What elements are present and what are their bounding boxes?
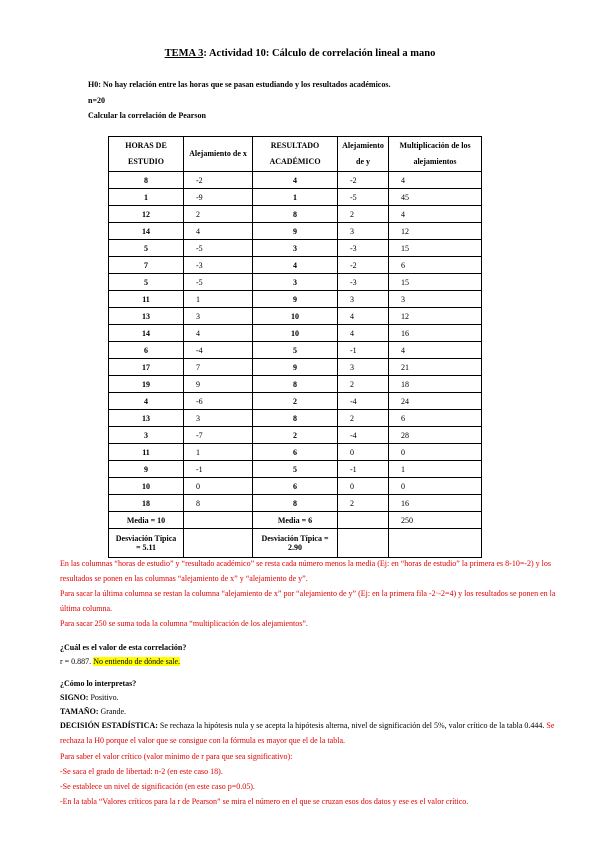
product-cell: 1: [389, 461, 482, 478]
hours-cell: 7: [109, 257, 184, 274]
dev-x-cell: 3: [184, 410, 253, 427]
table-row: [109, 359, 482, 376]
header-alej-x: Alejamiento de x: [184, 137, 253, 172]
table-row: [109, 206, 482, 223]
hours-cell: 14: [109, 223, 184, 240]
dev-x-cell: 3: [184, 308, 253, 325]
hours-cell: 19: [109, 376, 184, 393]
dev-x-cell: -1: [184, 461, 253, 478]
product-cell: 12: [389, 223, 482, 240]
product-cell: 21: [389, 359, 482, 376]
product-cell: 0: [389, 478, 482, 495]
header-mult: Multiplicación de los alejamientos: [389, 137, 482, 172]
result-cell: 10: [253, 325, 338, 342]
hours-cell: 5: [109, 240, 184, 257]
dev-x-cell: -7: [184, 427, 253, 444]
dev-y-cell: 2: [338, 206, 389, 223]
question-2: ¿Cómo lo interpretas?: [60, 679, 137, 688]
critical-step-3: -En la tabla “Valores críticos para la r de Pearson” se mira el número en el que se cruzan esos dos datos y ese es el valor crítico.: [60, 797, 469, 806]
result-cell: 5: [253, 461, 338, 478]
product-cell: 6: [389, 410, 482, 427]
critical-step-2: -Se establece un nivel de significación (en este caso p=0.05).: [60, 782, 255, 791]
title-tema: TEMA 3: [164, 48, 204, 59]
product-cell: 45: [389, 189, 482, 206]
mean-x: Media = 10: [109, 512, 184, 529]
dev-y-cell: 2: [338, 495, 389, 512]
dev-y-cell: 4: [338, 325, 389, 342]
mean-y: Media = 6: [253, 512, 338, 529]
explanation-note-1: En las columnas “horas de estudio” y “resultado académico” se resta cada número menos la media (Ej: en “horas de estudio” la primera es 8-10=-2) y los resultados se ponen en las columnas “alejamiento de x” y “alejamiento de y”.: [60, 559, 551, 583]
result-cell: 1: [253, 189, 338, 206]
page-title: [0, 48, 600, 59]
r-value: r = 0.887.: [60, 657, 92, 666]
result-cell: 8: [253, 206, 338, 223]
dev-y-cell: 3: [338, 359, 389, 376]
dev-x-cell: 7: [184, 359, 253, 376]
sum-products: 250: [389, 512, 482, 529]
table-row: [109, 172, 482, 189]
result-cell: 3: [253, 274, 338, 291]
table-row: [109, 308, 482, 325]
critical-step-1: -Se saca el grado de libertad: n-2 (en este caso 18).: [60, 767, 223, 776]
hours-cell: 1: [109, 189, 184, 206]
product-cell: 15: [389, 240, 482, 257]
product-cell: 24: [389, 393, 482, 410]
product-cell: 4: [389, 172, 482, 189]
hours-cell: 13: [109, 308, 184, 325]
dev-y-cell: -4: [338, 393, 389, 410]
table-row: [109, 495, 482, 512]
hours-cell: 10: [109, 478, 184, 495]
sign-label: SIGNO:: [60, 693, 89, 702]
table-row: [109, 478, 482, 495]
critical-value-intro: Para saber el valor crítico (valor mínimo de r para que sea significativo):: [60, 752, 293, 761]
dev-x-cell: -2: [184, 172, 253, 189]
table-body: [109, 172, 482, 512]
size-label: TAMAÑO:: [60, 707, 99, 716]
dev-y-cell: -5: [338, 189, 389, 206]
stddev-y: Desviación Típica = 2.90: [253, 529, 338, 558]
product-cell: 16: [389, 325, 482, 342]
dev-x-cell: 4: [184, 223, 253, 240]
dev-x-cell: -9: [184, 189, 253, 206]
dev-y-cell: -4: [338, 427, 389, 444]
result-cell: 6: [253, 478, 338, 495]
table-row: [109, 223, 482, 240]
dev-y-cell: -1: [338, 461, 389, 478]
dev-x-cell: -6: [184, 393, 253, 410]
product-cell: 3: [389, 291, 482, 308]
table-header-row: [109, 137, 482, 172]
decision-paragraph: [60, 718, 560, 748]
result-cell: 10: [253, 308, 338, 325]
decision-label: DECISIÓN ESTADÍSTICA:: [60, 721, 158, 730]
dev-y-cell: 2: [338, 376, 389, 393]
dev-y-cell: 4: [338, 308, 389, 325]
table-row: [109, 410, 482, 427]
hours-cell: 14: [109, 325, 184, 342]
mean-row: [109, 512, 482, 529]
dev-x-cell: 1: [184, 291, 253, 308]
decision-red-note: Se rechaza la H0 porque el valor que se consigue con la fórmula es mayor que el de la tabla.: [60, 721, 555, 745]
result-cell: 8: [253, 376, 338, 393]
result-cell: 3: [253, 240, 338, 257]
product-cell: 15: [389, 274, 482, 291]
correlation-table: [108, 136, 482, 558]
dev-x-cell: -3: [184, 257, 253, 274]
explanation-note-3: Para sacar 250 se suma toda la columna “multiplicación de los alejamientos”.: [60, 619, 308, 628]
title-text: : Actividad 10: Cálculo de correlación lineal a mano: [203, 48, 436, 59]
hours-cell: 4: [109, 393, 184, 410]
result-cell: 2: [253, 427, 338, 444]
sign-value: Positivo.: [88, 693, 119, 702]
table-row: [109, 189, 482, 206]
hours-cell: 9: [109, 461, 184, 478]
dev-x-cell: 9: [184, 376, 253, 393]
product-cell: 12: [389, 308, 482, 325]
sample-size: n=20: [88, 96, 106, 105]
result-cell: 2: [253, 393, 338, 410]
sign-line: [60, 690, 560, 705]
dev-y-cell: -1: [338, 342, 389, 359]
hours-cell: 6: [109, 342, 184, 359]
product-cell: 28: [389, 427, 482, 444]
r-answer: [60, 654, 560, 669]
dev-x-cell: -4: [184, 342, 253, 359]
dev-y-cell: -3: [338, 240, 389, 257]
dev-y-cell: 3: [338, 223, 389, 240]
dev-x-cell: 1: [184, 444, 253, 461]
hours-cell: 11: [109, 444, 184, 461]
dev-y-cell: 0: [338, 478, 389, 495]
dev-x-cell: 2: [184, 206, 253, 223]
hours-cell: 12: [109, 206, 184, 223]
stddev-x: Desviación Típica = 5.11: [109, 529, 184, 558]
question-1: ¿Cuál es el valor de esta correlación?: [60, 643, 187, 652]
table-row: [109, 444, 482, 461]
table-row: [109, 325, 482, 342]
table-row: [109, 291, 482, 308]
table-row: [109, 240, 482, 257]
decision-text: Se rechaza la hipótesis nula y se acepta la hipótesis alterna, nivel de significación del 5%, valor crítico de la tabla 0.444.: [157, 721, 545, 730]
result-cell: 9: [253, 223, 338, 240]
hours-cell: 11: [109, 291, 184, 308]
table-row: [109, 274, 482, 291]
hours-cell: 13: [109, 410, 184, 427]
product-cell: 4: [389, 206, 482, 223]
table-row: [109, 376, 482, 393]
result-cell: 6: [253, 444, 338, 461]
header-alej-y: Alejamiento de y: [338, 137, 389, 172]
result-cell: 8: [253, 495, 338, 512]
result-cell: 9: [253, 291, 338, 308]
dev-x-cell: -5: [184, 274, 253, 291]
dev-y-cell: -2: [338, 172, 389, 189]
product-cell: 0: [389, 444, 482, 461]
hours-cell: 3: [109, 427, 184, 444]
dev-y-cell: 3: [338, 291, 389, 308]
product-cell: 18: [389, 376, 482, 393]
size-line: [60, 704, 560, 719]
null-hypothesis: H0: No hay relación entre las horas que se pasan estudiando y los resultados académicos.: [88, 80, 391, 89]
explanation-note-2: Para sacar la última columna se restan la columna “alejamiento de x” por “alejamiento de y” (Ej: en la primera fila -2·-2=4) y los resultados se ponen en la última columna.: [60, 589, 556, 613]
table-row: [109, 461, 482, 478]
dev-y-cell: -3: [338, 274, 389, 291]
result-cell: 4: [253, 257, 338, 274]
hours-cell: 5: [109, 274, 184, 291]
r-note: No entiendo de dónde sale.: [93, 657, 181, 666]
product-cell: 4: [389, 342, 482, 359]
table-row: [109, 393, 482, 410]
dev-x-cell: -5: [184, 240, 253, 257]
product-cell: 16: [389, 495, 482, 512]
table-row: [109, 257, 482, 274]
dev-y-cell: 0: [338, 444, 389, 461]
instruction: Calcular la correlación de Pearson: [88, 111, 206, 120]
product-cell: 6: [389, 257, 482, 274]
stddev-row: [109, 529, 482, 558]
result-cell: 8: [253, 410, 338, 427]
header-horas: HORAS DE ESTUDIO: [109, 137, 184, 172]
dev-x-cell: 4: [184, 325, 253, 342]
dev-x-cell: 0: [184, 478, 253, 495]
table-row: [109, 427, 482, 444]
dev-y-cell: -2: [338, 257, 389, 274]
result-cell: 4: [253, 172, 338, 189]
dev-x-cell: 8: [184, 495, 253, 512]
hours-cell: 8: [109, 172, 184, 189]
table-row: [109, 342, 482, 359]
result-cell: 9: [253, 359, 338, 376]
header-resultado: RESULTADO ACADÉMICO: [253, 137, 338, 172]
hours-cell: 17: [109, 359, 184, 376]
hours-cell: 18: [109, 495, 184, 512]
dev-y-cell: 2: [338, 410, 389, 427]
result-cell: 5: [253, 342, 338, 359]
size-value: Grande.: [98, 707, 127, 716]
